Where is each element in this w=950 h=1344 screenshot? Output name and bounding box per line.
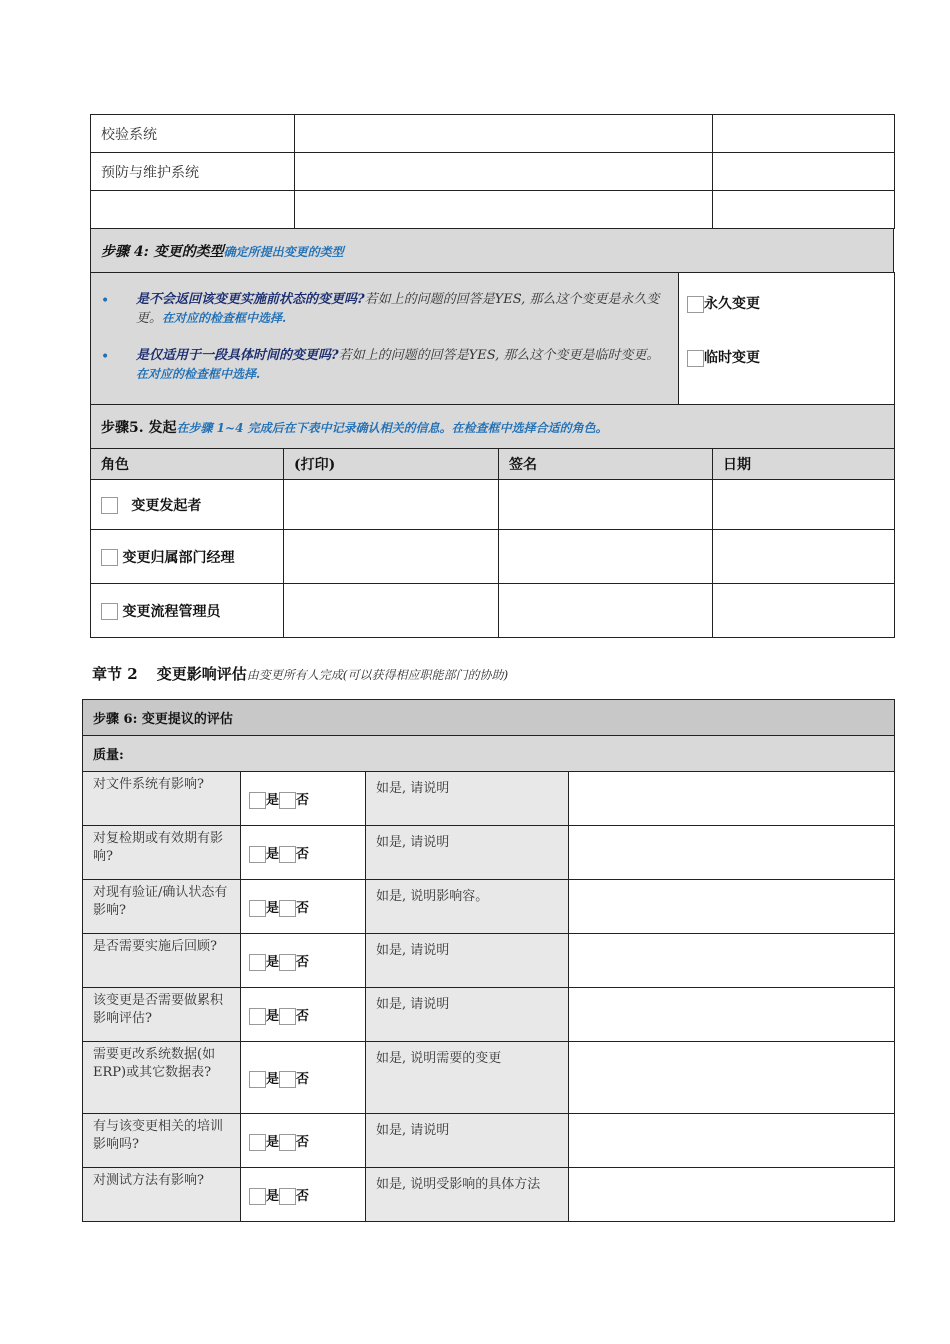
question-permanent: 是不会返回该变更实施前状态的变更吗?若如上的问题的回答是YES, 那么这个变更是永久变更。在对应的检查框中选择. [136,292,660,326]
yes-no-cell: 是 否 [241,1114,366,1168]
yes-checkbox[interactable] [249,1188,266,1205]
yes-checkbox[interactable] [249,846,266,863]
role-checkbox[interactable] [101,603,118,620]
explanation-field[interactable] [569,772,895,826]
explanation-field[interactable] [569,1168,895,1222]
signature-field[interactable] [499,530,713,584]
explanation-field[interactable] [569,934,895,988]
yes-no-cell: 是 否 [241,826,366,880]
assessment-hint: 如是, 请说明 [366,1114,569,1168]
assessment-row [83,826,895,880]
chapter-note: 由变更所有人完成(可以获得相应职能部门的协助) [246,668,509,682]
assessment-row [83,934,895,988]
yes-checkbox[interactable] [249,954,266,971]
role-checkbox[interactable] [101,497,118,514]
systems-table [90,114,895,229]
chapter-label: 章节 2 [92,665,138,683]
explanation-field[interactable] [569,1114,895,1168]
header-print: (打印) [284,449,499,480]
assessment-row [83,880,895,934]
explanation-field[interactable] [569,988,895,1042]
explanation-field[interactable] [569,880,895,934]
yes-no-cell: 是 否 [241,880,366,934]
step4-questions [91,273,679,405]
step4-options [679,273,895,405]
yes-checkbox[interactable] [249,1008,266,1025]
no-checkbox[interactable] [279,1188,296,1205]
assessment-hint: 如是, 请说明 [366,988,569,1042]
signature-field[interactable] [499,480,713,530]
header-signature: 签名 [499,449,713,480]
no-checkbox[interactable] [279,1134,296,1151]
assessment-hint: 如是, 说明受影响的具体方法 [366,1168,569,1222]
print-field[interactable] [284,584,499,638]
date-field[interactable] [713,480,895,530]
no-checkbox[interactable] [279,792,296,809]
assessment-question: 对文件系统有影响? [83,772,241,826]
system-field[interactable] [295,115,713,153]
step6-header: 步骤 6: 变更提议的评估 [83,700,895,736]
section-quality: 质量: [83,736,895,772]
system-field[interactable] [713,115,895,153]
step4-title: 步骤 4: 变更的类型 [101,243,224,260]
assessment-row [83,988,895,1042]
explanation-field[interactable] [569,1042,895,1114]
assessment-hint: 如是, 说明需要的变更 [366,1042,569,1114]
step4-header [91,229,894,273]
assessment-hint: 如是, 说明影响容。 [366,880,569,934]
assessment-row [83,772,895,826]
system-field[interactable] [295,191,713,229]
bullet-icon: • [101,293,110,309]
step4-subtitle: 确定所提出变更的类型 [223,244,344,259]
yes-no-cell: 是 否 [241,1168,366,1222]
checkbox-temporary[interactable] [687,350,704,367]
system-field[interactable] [713,191,895,229]
system-label: 预防与维护系统 [91,153,295,191]
system-field[interactable] [713,153,895,191]
assessment-question: 是否需要实施后回顾? [83,934,241,988]
date-field[interactable] [713,584,895,638]
print-field[interactable] [284,480,499,530]
yes-checkbox[interactable] [249,1071,266,1088]
assessment-row [83,1042,895,1114]
assessment-row [83,1114,895,1168]
no-checkbox[interactable] [279,954,296,971]
step6-table [82,699,895,1222]
checkbox-permanent[interactable] [687,296,704,313]
step4-header-table [90,228,894,273]
chapter2-heading [92,663,508,684]
assessment-question: 该变更是否需要做累积影响评估? [83,988,241,1042]
assessment-row [83,1168,895,1222]
yes-checkbox[interactable] [249,1134,266,1151]
step5-header [91,405,895,449]
step5-table [90,404,895,638]
explanation-field[interactable] [569,826,895,880]
yes-checkbox[interactable] [249,792,266,809]
assessment-question: 有与该变更相关的培训影响吗? [83,1114,241,1168]
yes-no-cell: 是 否 [241,934,366,988]
step4-body-table [90,272,895,405]
system-label: 校验系统 [91,115,295,153]
system-field[interactable] [295,153,713,191]
role-cell[interactable]: 变更流程管理员 [91,584,284,638]
system-label[interactable] [91,191,295,229]
no-checkbox[interactable] [279,900,296,917]
no-checkbox[interactable] [279,846,296,863]
role-cell[interactable]: 变更发起者 [91,480,284,530]
assessment-hint: 如是, 请说明 [366,772,569,826]
yes-checkbox[interactable] [249,900,266,917]
option-permanent[interactable]: 永久变更 [687,293,760,313]
bullet-icon: • [101,349,110,365]
print-field[interactable] [284,530,499,584]
chapter-title: 变更影响评估 [156,665,247,683]
assessment-question: 需要更改系统数据(如ERP)或其它数据表? [83,1042,241,1114]
role-cell[interactable]: 变更归属部门经理 [91,530,284,584]
header-date: 日期 [713,449,895,480]
yes-no-cell: 是 否 [241,772,366,826]
no-checkbox[interactable] [279,1071,296,1088]
assessment-hint: 如是, 请说明 [366,826,569,880]
assessment-question: 对测试方法有影响? [83,1168,241,1222]
assessment-question: 对复检期或有效期有影响? [83,826,241,880]
yes-no-cell: 是 否 [241,988,366,1042]
date-field[interactable] [713,530,895,584]
yes-no-cell: 是 否 [241,1042,366,1114]
step5-subtitle: 在步骤 1~4 完成后在下表中记录确认相关的信息。在检查框中选择合适的角色。 [176,420,608,435]
question-temporary: 是仅适用于一段具体时间的变更吗?若如上的问题的回答是YES, 那么这个变更是临时变更。在对应的检查框中选择. [136,348,660,381]
option-temporary[interactable]: 临时变更 [687,347,760,367]
header-role: 角色 [91,449,284,480]
step5-title: 步骤5. 发起 [101,419,177,436]
assessment-question: 对现有验证/确认状态有影响? [83,880,241,934]
assessment-hint: 如是, 请说明 [366,934,569,988]
signature-field[interactable] [499,584,713,638]
no-checkbox[interactable] [279,1008,296,1025]
role-checkbox[interactable] [101,549,118,566]
